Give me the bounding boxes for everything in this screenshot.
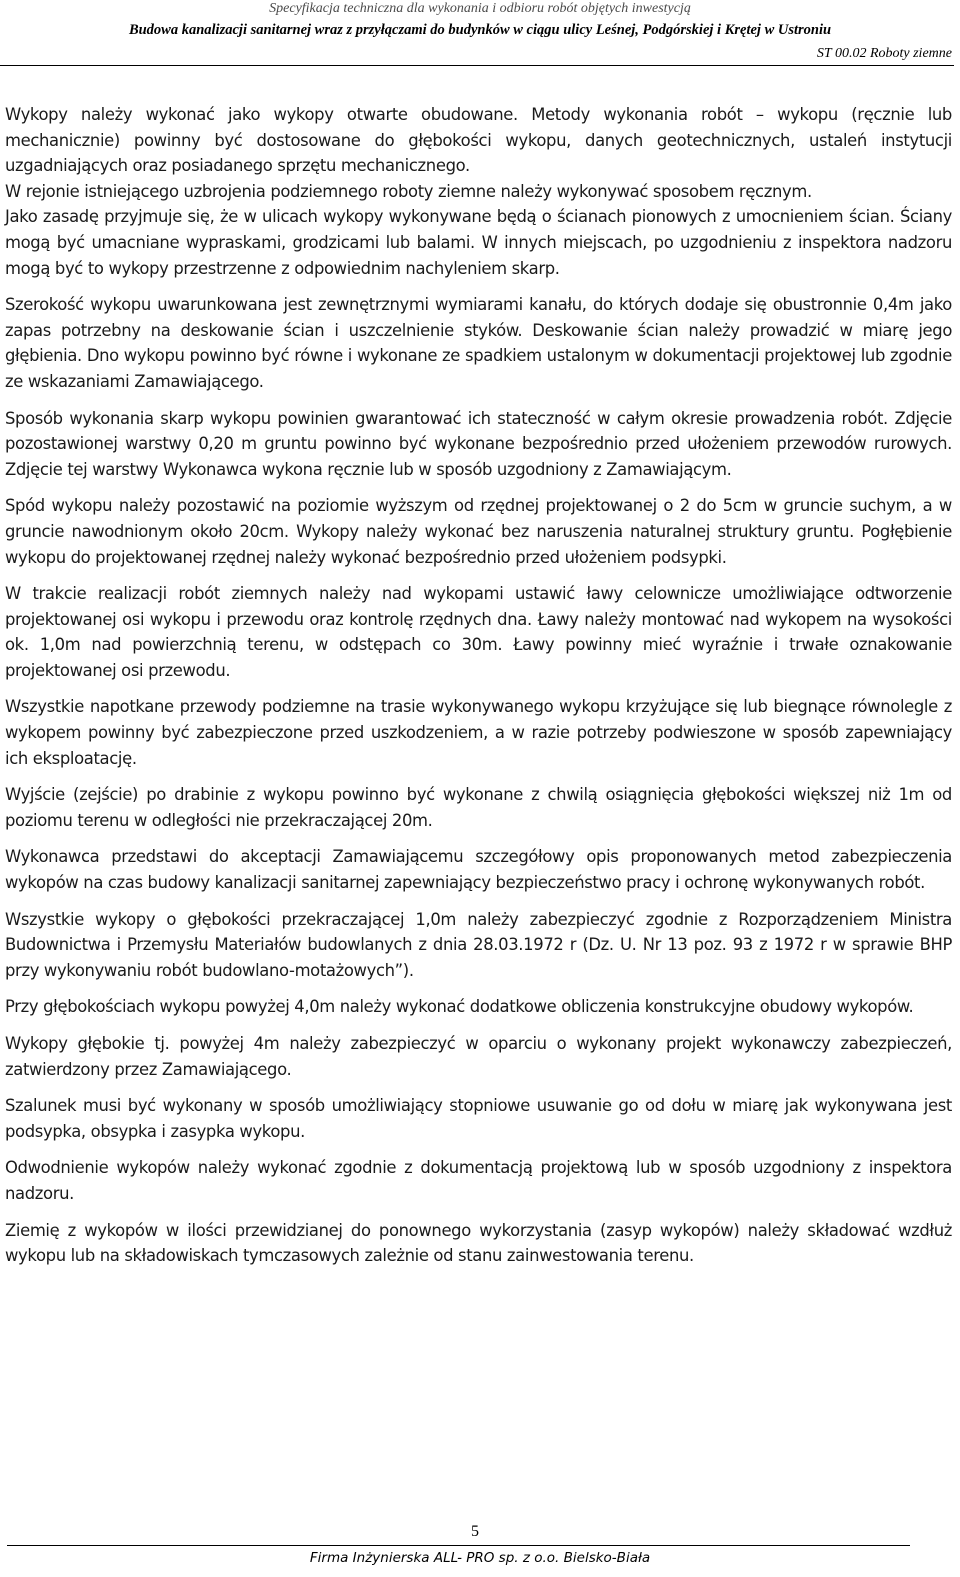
paragraph-5: Sposób wykonania skarp wykopu powinien gwarantować ich stateczność w całym okresie prowadzenia robót. Zdjęcie pozostawionej warstwy 0,20 m gruntu powinno być wykonane bezpośrednio przed ułożeniem przewodów rurowych. Zdjęcie tej warstwy Wykonawca wykona ręcznie lub w sposób uzgodniony z Zamawiającym. [5,408,952,479]
document-title: Specyfikacja techniczna dla wykonania i odbioru robót objętych inwestycją [269,1,691,16]
paragraph-7: W trakcie realizacji robót ziemnych należy nad wykopami ustawić ławy celownicze umożliwiające odtworzenie projektowanej osi wykopu i przewodu oraz kontrolę rzędnych dna. Ławy należy montować nad wykopem na wysokości ok. 1,0m nad powierzchnią terenu, w odstępach co 30m. Ławy powinny mieć wyraźnie i trwałe oznakowanie projektowanej osi przewodu. [5,584,952,680]
paragraph-15: Odwodnienie wykopów należy wykonać zgodnie z dokumentacją projektową lub w sposób uzgodniony z inspektora nadzoru. [5,1158,952,1203]
paragraph-8: Wszystkie napotkane przewody podziemne na trasie wykonywanego wykopu krzyżujące się lub biegnące równolegle z wykopem powinny być zabezpieczone przed uszkodzeniem, a w razie potrzeby podwieszone w sposób zapewniający ich eksploatację. [5,697,952,768]
paragraph-16: Ziemię z wykopów w ilości przewidzianej do ponownego wykorzystania (zasyp wykopów) należy składować wzdłuż wykopu lub na składowiskach tymczasowych zależnie od stanu zainwestowania terenu. [5,1220,952,1266]
footer-company: Firma Inżynierska ALL- PRO sp. z o.o. Bielsko-Biała [309,1550,651,1566]
project-title: Budowa kanalizacji sanitarnej wraz z przyłączami do budynków w ciągu ulicy Leśnej, Podgórskiej i Krętej w Ustroniu [128,22,832,38]
section-code: ST 00.02 Roboty ziemne [816,46,952,61]
header-divider [0,65,954,66]
paragraph-9: Wyjście (zejście) po drabinie z wykopu powinno być wykonane z chwilą osiągnięcia głębokości większej niż 1m od poziomu terenu w odległości nie przekraczającej 20m. [5,785,952,830]
paragraph-4: Szerokość wykopu uwarunkowana jest zewnętrznymi wymiarami kanału, do których dodaje się obustronnie 0,4m jako zapas potrzebny na deskowanie ścian i uszczelnienie styków. Deskowanie ścian należy prowadzić w miarę jego głębienia. Dno wykopu powinno być równe i wykonane ze spadkiem ustalonym w dokumentacji projektowej lub zgodnie ze wskazaniami Zamawiającego. [5,295,952,391]
paragraph-13: Wykopy głębokie tj. powyżej 4m należy zabezpieczyć w oparciu o wykonany projekt wykonawczy zabezpieczeń, zatwierdzony przez Zamawiającego. [5,1034,952,1079]
paragraph-6: Spód wykopu należy pozostawić na poziomie wyższym od rzędnej projektowanej o 2 do 5cm w gruncie suchym, a w gruncie nawodnionym około 20cm. Wykopy należy wykonać bez naruszenia naturalnej struktury gruntu. Pogłębienie wykopu do projektowanej rzędnej należy wykonać bezpośrednio przed ułożeniem podsypki. [5,496,952,567]
footer-divider [7,1545,910,1546]
paragraph-14: Szalunek musi być wykonany w sposób umożliwiający stopniowe usuwanie go od dołu w miarę jak wykonywana jest podsypka, obsypka i zasypka wykopu. [5,1096,952,1141]
paragraph-1: Wykopy należy wykonać jako wykopy otwarte obudowane. Metody wykonania robót – wykopu (ręcznie lub mechanicznie) powinny być dostosowane do głębokości wykopu, danych geotechnicznych, ustaleń instytucji uzgadniających oraz posiadanego sprzętu mechanicznego. [5,105,952,176]
paragraph-11: Wszystkie wykopy o głębokości przekraczającej 1,0m należy zabezpieczyć zgodnie z Rozporządzeniem Ministra Budownictwa i Przemysłu Materiałów budowlanych z dnia 28.03.1972 r (Dz. U. Nr 13 poz. 93 z 1972 r w sprawie BHP przy wykonywaniu robót budowlano-motażowych”). [5,909,952,980]
paragraph-10: Wykonawca przedstawi do akceptacji Zamawiającemu szczegółowy opis proponowanych metod zabezpieczenia wykopów na czas budowy kanalizacji sanitarnej zapewniający bezpieczeństwo pracy i ochronę wykonywanych robót. [5,847,952,893]
document-body [5,102,952,1269]
paragraph-3: Jako zasadę przyjmuje się, że w ulicach wykopy wykonywane będą o ścianach pionowych z umocnieniem ścian. Ściany mogą być umacniane wypraskami, grodzicami lub balami. W innych miejscach, po uzgodnieniu z inspektora nadzoru mogą być to wykopy przestrzenne z odpowiednim nachyleniem skarp. [5,207,952,278]
paragraph-2: W rejonie istniejącego uzbrojenia podziemnego roboty ziemne należy wykonywać sposobem ręcznym. [5,181,812,201]
paragraph-12: Przy głębokościach wykopu powyżej 4,0m należy wykonać dodatkowe obliczenia konstrukcyjne obudowy wykopów. [5,997,914,1017]
page-number: 5 [471,1523,479,1540]
